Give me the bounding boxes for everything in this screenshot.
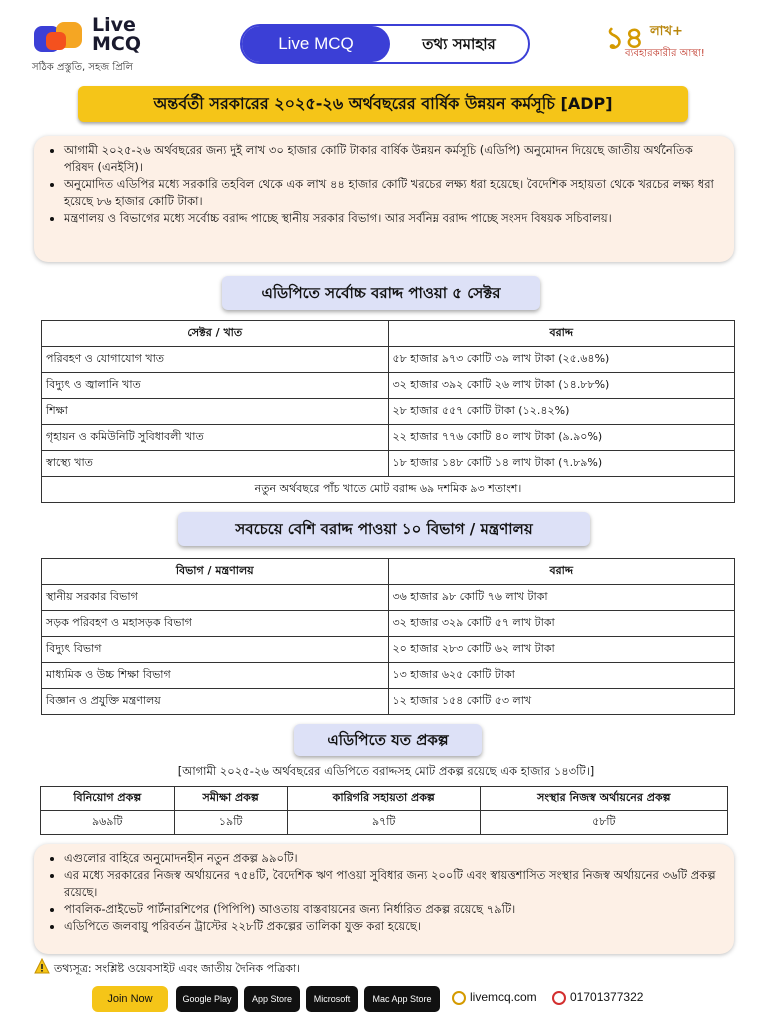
sector-name: বিদ্যুৎ ও জ্বালানি খাত xyxy=(42,373,389,399)
table-row xyxy=(42,451,735,477)
ministry-name: বিদ্যুৎ বিভাগ xyxy=(42,637,389,663)
projects-col-own-funded: সংস্থার নিজস্ব অর্থায়নের প্রকল্প xyxy=(480,787,727,811)
table-row xyxy=(42,689,735,715)
ministries-col-name: বিভাগ / মন্ত্রণালয় xyxy=(42,559,389,585)
sector-name: গৃহায়ন ও কমিউনিটি সুবিধাবলী খাত xyxy=(42,425,389,451)
ministry-amount: ১২ হাজার ১৫৪ কোটি ৫৩ লাখ xyxy=(388,689,735,715)
projects-value: ১৯টি xyxy=(174,811,287,835)
phone-link[interactable]: 01701377322 xyxy=(552,990,643,1005)
intro-card xyxy=(34,136,734,262)
users-unit: লাখ+ xyxy=(650,24,683,39)
bullet-item: • অনুমোদিত এডিপির মধ্যে সরকারি তহবিল থেকে এক লাখ ৪৪ হাজার কোটি খরচের লক্ষ্য ধরা হয়েছে। বৈদেশিক সহায়তা থেকে খরচের লক্ষ্য ধরা হয়েছে ৮৬ হাজার কোটি টাকা। xyxy=(64,176,716,210)
sector-name: পরিবহণ ও যোগাযোগ খাত xyxy=(42,347,389,373)
source-note: তথ্যসূত্র: সংশ্লিষ্ট ওয়েবসাইট এবং জাতীয় দৈনিক পত্রিকা। xyxy=(54,962,301,975)
pill-brand: Live MCQ xyxy=(242,26,390,62)
pill-section: তথ্য সমাহার xyxy=(422,35,496,53)
sector-amount: ১৮ হাজার ১৪৮ কোটি ১৪ লাখ টাকা (৭.৮৯%) xyxy=(388,451,735,477)
bullet-item: • পাবলিক-প্রাইভেট পার্টনারশিপের (পিপিপি) আওতায় বাস্তবায়নের জন্য নির্ধারিত প্রকল্প রয়েছে ৭৯টি। xyxy=(64,901,716,918)
sectors-note: নতুন অর্থবছরে পাঁচ খাতে মোট বরাদ্দ ৬৯ দশমিক ৯৩ শতাংশ। xyxy=(42,477,735,503)
brand-tagline: সঠিক প্রস্তুতি, সহজ প্রিলি xyxy=(32,62,133,73)
phone-icon xyxy=(552,991,566,1005)
table-row xyxy=(42,663,735,689)
ministry-name: মাধ্যমিক ও উচ্চ শিক্ষা বিভাগ xyxy=(42,663,389,689)
sectors-col-amount: বরাদ্দ xyxy=(388,321,735,347)
ministry-amount: ২০ হাজার ২৮৩ কোটি ৬২ লাখ টাকা xyxy=(388,637,735,663)
sector-amount: ২২ হাজার ৭৭৬ কোটি ৪০ লাখ টাকা (৯.৯০%) xyxy=(388,425,735,451)
brand-name: Live MCQ xyxy=(92,14,142,55)
bullet-item: • এগুলোর বাহিরে অনুমোদনহীন নতুন প্রকল্প ৯৯০টি। xyxy=(64,850,716,867)
website-link[interactable]: livemcq.com xyxy=(452,990,537,1005)
table-row xyxy=(41,811,728,835)
bullet-item: • এডিপিতে জলবায়ু পরিবর্তন ট্রাস্টের ২২৮টি প্রকল্পের তালিকা যুক্ত করা হয়েছে। xyxy=(64,918,716,935)
microsoft-badge[interactable]: Microsoft xyxy=(306,986,358,1012)
sector-amount: ২৮ হাজার ৫৫৭ কোটি টাকা (১২.৪২%) xyxy=(388,399,735,425)
sector-name: স্বাস্থ্যে খাত xyxy=(42,451,389,477)
table-row xyxy=(42,347,735,373)
sectors-heading: এডিপিতে সর্বোচ্চ বরাদ্দ পাওয়া ৫ সেক্টর xyxy=(222,276,540,310)
projects-note: [আগামী ২০২৫-২৬ অর্থবছরের এডিপিতে বরাদ্দসহ মোট প্রকল্প রয়েছে এক হাজার ১৪৩টি।] xyxy=(177,764,595,778)
warning-icon xyxy=(34,958,50,974)
users-count: ১৪ xyxy=(605,21,644,56)
ministry-amount: ৩৬ হাজার ৯৮ কোটি ৭৬ লাখ টাকা xyxy=(388,585,735,611)
ministry-name: স্থানীয় সরকার বিভাগ xyxy=(42,585,389,611)
ministry-amount: ৩২ হাজার ৩২৯ কোটি ৫৭ লাখ টাকা xyxy=(388,611,735,637)
table-row xyxy=(42,373,735,399)
table-row xyxy=(42,399,735,425)
projects-col-investment: বিনিয়োগ প্রকল্প xyxy=(41,787,175,811)
projects-value: ৯৬৯টি xyxy=(41,811,175,835)
projects-value: ৫৮টি xyxy=(480,811,727,835)
sector-amount: ৩২ হাজার ৩৯২ কোটি ২৬ লাখ টাকা (১৪.৮৮%) xyxy=(388,373,735,399)
projects-table xyxy=(40,786,728,835)
sector-amount: ৫৮ হাজার ৯৭৩ কোটি ৩৯ লাখ টাকা (২৫.৬৪%) xyxy=(388,347,735,373)
ministries-heading: সবচেয়ে বেশি বরাদ্দ পাওয়া ১০ বিভাগ / মন্ত্রণালয় xyxy=(178,512,590,546)
app-store-badge[interactable]: App Store xyxy=(244,986,300,1012)
ministries-col-amount: বরাদ্দ xyxy=(388,559,735,585)
ministry-name: বিজ্ঞান ও প্রযুক্তি মন্ত্রণালয় xyxy=(42,689,389,715)
ministry-amount: ১৩ হাজার ৬২৫ কোটি টাকা xyxy=(388,663,735,689)
livemcq-logo xyxy=(34,20,86,56)
google-play-badge[interactable]: Google Play xyxy=(176,986,238,1012)
users-tagline: ব্যবহারকারীর আস্থা! xyxy=(625,48,705,59)
table-row xyxy=(42,425,735,451)
table-row xyxy=(42,611,735,637)
projects-heading: এডিপিতে যত প্রকল্প xyxy=(294,724,482,756)
join-now-button[interactable]: Join Now xyxy=(92,986,168,1012)
projects-value: ৯৭টি xyxy=(287,811,480,835)
ministry-name: সড়ক পরিবহণ ও মহাসড়ক বিভাগ xyxy=(42,611,389,637)
extra-card xyxy=(34,844,734,954)
sectors-col-sector: সেক্টর / খাত xyxy=(42,321,389,347)
bullet-item: • আগামী ২০২৫-২৬ অর্থবছরের জন্য দুই লাখ ৩০ হাজার কোটি টাকার বার্ষিক উন্নয়ন কর্মসূচি (এডিপি) অনুমোদন দিয়েছে জাতীয় অর্থনৈতিক পরিষদ (এনইসি)। xyxy=(64,142,716,176)
mac-app-store-badge[interactable]: Mac App Store xyxy=(364,986,440,1012)
header-pill xyxy=(240,24,530,64)
table-row xyxy=(42,637,735,663)
bullet-item: • মন্ত্রণালয় ও বিভাগের মধ্যে সর্বোচ্চ বরাদ্দ পাচ্ছে স্থানীয় সরকার বিভাগ। আর সর্বনিম্ন বরাদ্দ পাচ্ছে সংসদ বিষয়ক সচিবালয়। xyxy=(64,210,716,227)
ministries-table xyxy=(41,558,735,715)
projects-col-survey: সমীক্ষা প্রকল্প xyxy=(174,787,287,811)
projects-col-technical: কারিগরি সহায়তা প্রকল্প xyxy=(287,787,480,811)
table-row xyxy=(42,585,735,611)
sector-name: শিক্ষা xyxy=(42,399,389,425)
sectors-table xyxy=(41,320,735,503)
bullet-item: • এর মধ্যে সরকারের নিজস্ব অর্থায়নের ৭৫৪টি, বৈদেশিক ঋণ পাওয়া সুবিধার জন্য ২০০টি এবং স্বায়ত্তশাসিত সংস্থার নিজস্ব অর্থায়নের ৩৬টি প্রকল্প রয়েছে। xyxy=(64,867,716,901)
page-title: অন্তর্বর্তী সরকারের ২০২৫-২৬ অর্থবছরের বার্ষিক উন্নয়ন কর্মসূচি [ADP] xyxy=(78,86,688,122)
globe-icon xyxy=(452,991,466,1005)
